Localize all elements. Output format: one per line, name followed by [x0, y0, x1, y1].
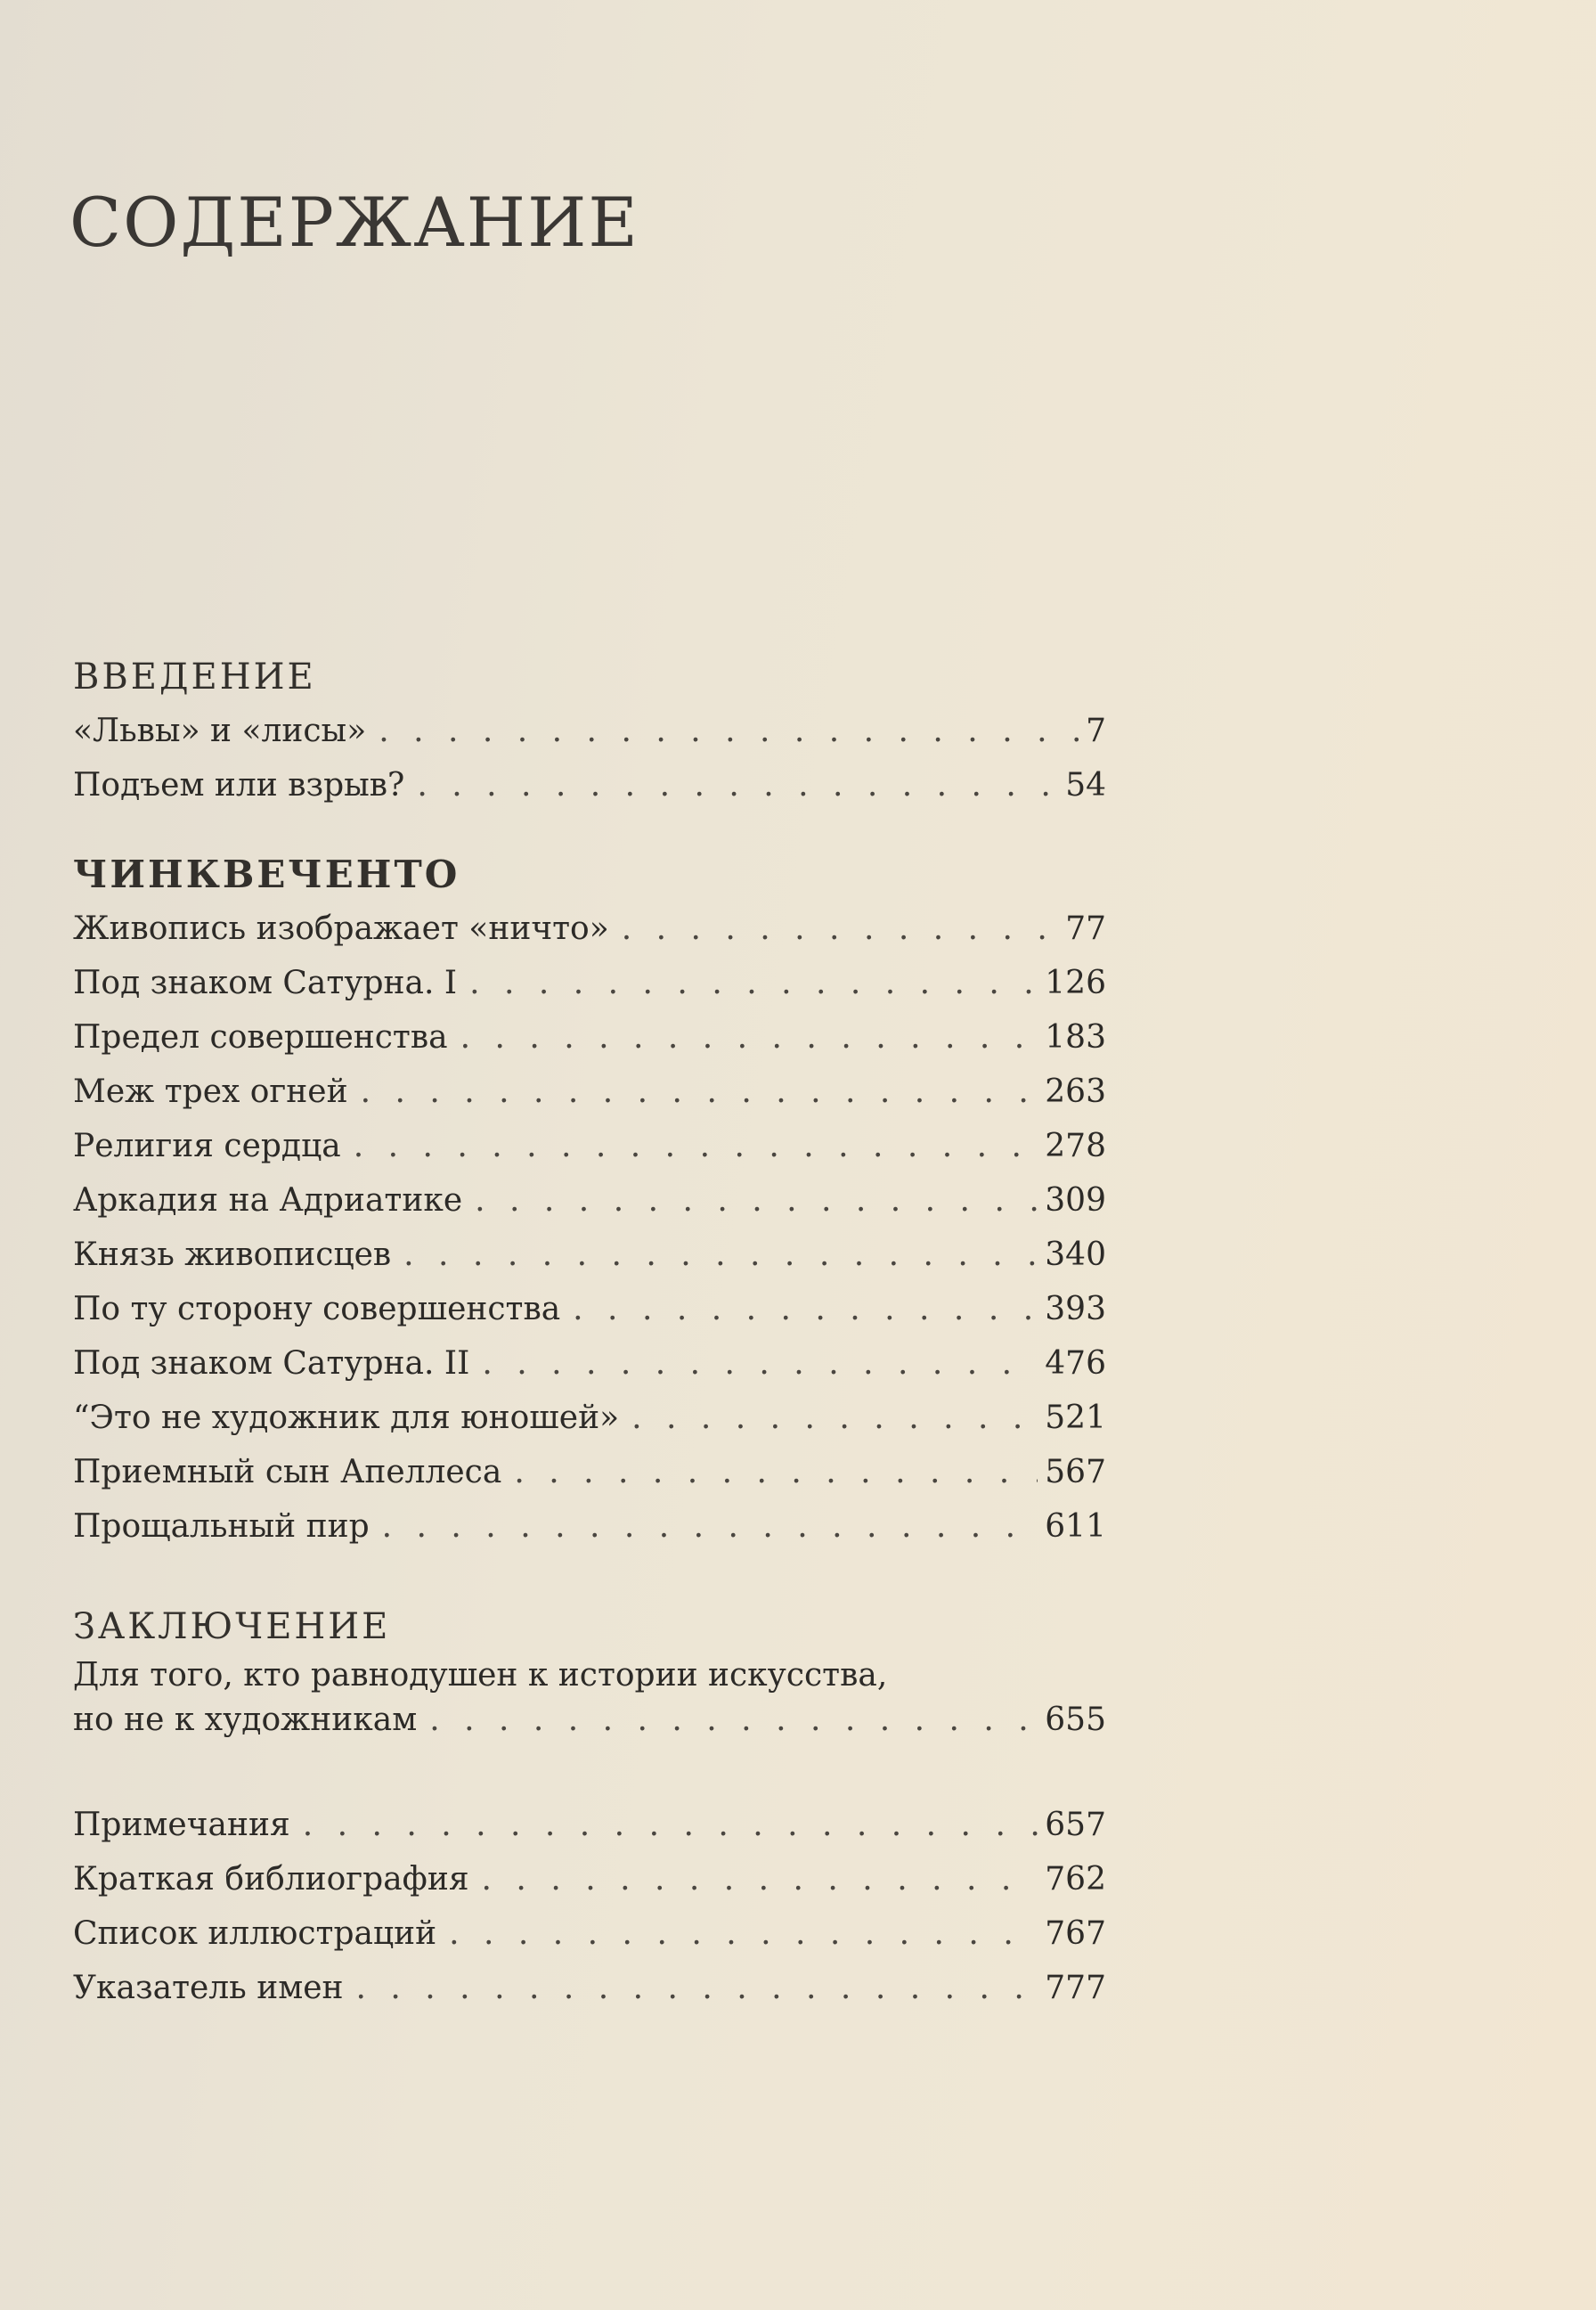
toc-entry [73, 1906, 1106, 1961]
toc-entry [73, 1282, 1106, 1336]
toc-entry-page: 7 [1086, 713, 1106, 749]
toc-entry [73, 1698, 1106, 1743]
toc-entry [73, 1499, 1106, 1554]
dot-leader [482, 1852, 1038, 1906]
toc-entry-page: 340 [1045, 1237, 1106, 1273]
toc-entry-page: 309 [1045, 1182, 1106, 1219]
toc-entry-title: Под знаком Сатурна. II [73, 1345, 470, 1382]
section-heading-conclusion: ЗАКЛЮЧЕНИЕ [73, 1606, 391, 1647]
toc-entry-title: Краткая библиография [73, 1861, 469, 1898]
toc-entry-page: 393 [1045, 1291, 1106, 1327]
toc-entry-title: Список иллюстраций [73, 1915, 437, 1952]
dot-leader [417, 758, 1058, 812]
dot-leader [403, 1228, 1038, 1282]
toc-entry-title: Князь живописцев [73, 1237, 392, 1273]
toc-entry-page: 54 [1065, 767, 1106, 804]
toc-entry [73, 1336, 1106, 1391]
dot-leader [475, 1173, 1038, 1228]
toc-entry-page: 77 [1065, 910, 1106, 947]
dot-leader [429, 1698, 1038, 1743]
toc-entry-title: Приемный сын Апеллеса [73, 1454, 502, 1490]
dot-leader [449, 1906, 1038, 1961]
toc-entry [73, 1173, 1106, 1228]
toc-entry-title: Меж трех огней [73, 1073, 348, 1110]
dot-leader [382, 1499, 1038, 1554]
dot-leader [622, 902, 1058, 956]
toc-entry [73, 902, 1106, 956]
table-of-contents [73, 650, 1106, 2015]
toc-entry-title-line1: Для того, кто равнодушен к истории искусства, [73, 1657, 888, 1694]
dot-leader [303, 1798, 1038, 1852]
toc-entry [73, 1852, 1106, 1906]
toc-entry-page: 767 [1045, 1915, 1106, 1952]
toc-entry-page: 263 [1045, 1073, 1106, 1110]
toc-entry-title: Предел совершенства [73, 1019, 448, 1056]
dot-leader [460, 1010, 1038, 1065]
toc-entry-page: 521 [1045, 1400, 1106, 1436]
toc-entry-title: «Львы» и «лисы» [73, 713, 367, 749]
dot-leader [514, 1445, 1038, 1499]
toc-entry-page: 777 [1045, 1970, 1106, 2006]
toc-entry [73, 1065, 1106, 1119]
toc-entry [73, 1391, 1106, 1445]
toc-entry-title: “Это не художник для юношей» [73, 1400, 620, 1436]
dot-leader [631, 1391, 1038, 1445]
toc-entry-title: Примечания [73, 1807, 290, 1843]
toc-entry-page: 126 [1045, 965, 1106, 1001]
dot-leader [354, 1119, 1038, 1173]
toc-entry-page: 762 [1045, 1861, 1106, 1898]
dot-leader [573, 1282, 1038, 1336]
toc-entry [73, 1228, 1106, 1282]
toc-entry-page: 278 [1045, 1128, 1106, 1164]
toc-entry-title-line2: но не к художникам [73, 1702, 418, 1738]
toc-entry-title: Аркадия на Адриатике [73, 1182, 463, 1219]
toc-entry [73, 1961, 1106, 2015]
dot-leader [361, 1065, 1038, 1119]
toc-entry [73, 1119, 1106, 1173]
toc-entry-title: Живопись изображает «ничто» [73, 910, 609, 947]
section-heading-cinquecento: ЧИНКВЕЧЕНТО [73, 853, 460, 896]
toc-entry-page: 655 [1045, 1702, 1106, 1738]
toc-entry-page: 183 [1045, 1019, 1106, 1056]
toc-entry-title: Указатель имен [73, 1970, 344, 2006]
toc-entry [73, 1445, 1106, 1499]
toc-entry-page: 657 [1045, 1807, 1106, 1843]
dot-leader [356, 1961, 1038, 2015]
toc-entry-page: 611 [1045, 1508, 1106, 1545]
toc-entry-page: 567 [1045, 1454, 1106, 1490]
toc-entry-title: Подъем или взрыв? [73, 767, 405, 804]
toc-entry-title: Под знаком Сатурна. I [73, 965, 458, 1001]
toc-entry [73, 956, 1106, 1010]
toc-entry-title: Религия сердца [73, 1128, 341, 1164]
toc-entry [73, 758, 1106, 812]
page-title: СОДЕРЖАНИЕ [69, 183, 639, 262]
toc-entry-title: По ту сторону совершенства [73, 1291, 561, 1327]
toc-entry [73, 1010, 1106, 1065]
section-heading-intro: ВВЕДЕНИЕ [73, 657, 316, 698]
dot-leader [469, 956, 1038, 1010]
dot-leader [482, 1336, 1038, 1391]
toc-entry [73, 704, 1106, 758]
toc-entry-page: 476 [1045, 1345, 1106, 1382]
dot-leader [379, 704, 1079, 758]
toc-entry-title: Прощальный пир [73, 1508, 370, 1545]
toc-entry [73, 1798, 1106, 1852]
